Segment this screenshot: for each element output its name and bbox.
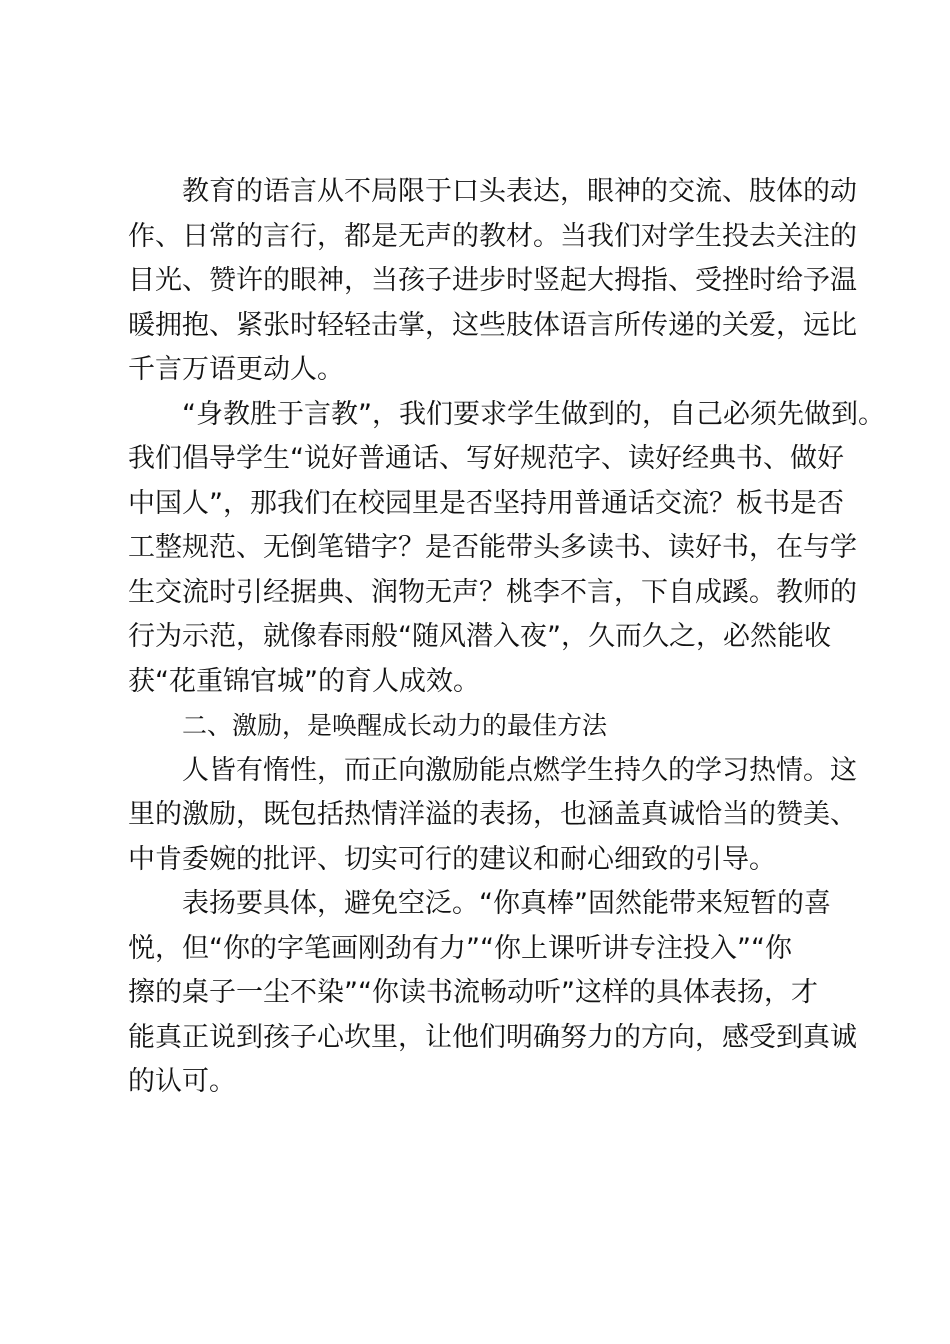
text-line: 教育的语言从不局限于口头表达，眼神的交流、肢体的动	[182, 176, 857, 207]
paragraph-body-language	[128, 170, 857, 393]
text-line: “身教胜于言教”，我们要求学生做到的，自己必须先做到。	[182, 398, 885, 430]
paragraph-specific-praise	[128, 882, 857, 1105]
text-line: 工整规范、无倒笔错字？是否能带头多读书、读好书，在与学	[128, 532, 857, 563]
section-heading-text: 二、激励，是唤醒成长动力的最佳方法	[182, 711, 608, 740]
text-line: 擦的桌子一尘不染”“你读书流畅动听”这样的具体表扬，才	[128, 977, 818, 1008]
paragraph-motivation	[128, 749, 857, 883]
section-heading	[128, 704, 840, 749]
text-line: 目光、赞许的眼神，当孩子进步时竖起大拇指、受挫时给予温	[128, 265, 857, 296]
document-body	[128, 170, 885, 1105]
text-line: 行为示范，就像春雨般“随风潜入夜”，久而久之，必然能收	[128, 621, 831, 652]
text-line: 里的激励，既包括热情洋溢的表扬，也涵盖真诚恰当的赞美、	[128, 799, 857, 830]
text-line: 中肯委婉的批评、切实可行的建议和耐心细致的引导。	[128, 843, 776, 875]
text-line: 千言万语更动人。	[128, 354, 344, 385]
text-line: 表扬要具体，避免空泛。“你真棒”固然能带来短暂的喜	[182, 888, 831, 919]
text-line: 能真正说到孩子心坎里，让他们明确努力的方向，感受到真诚	[128, 1021, 857, 1053]
text-line: 我们倡导学生“说好普通话、写好规范字、读好经典书、做好	[128, 443, 844, 474]
text-line: 获“花重锦官城”的育人成效。	[128, 665, 480, 697]
text-line: 暖拥抱、紧张时轻轻击掌，这些肢体语言所传递的关爱，远比	[128, 309, 857, 341]
text-line: 中国人”，那我们在校园里是否坚持用普通话交流？板书是否	[128, 487, 844, 519]
paragraph-lead-by-example	[128, 393, 885, 705]
text-line: 悦，但“你的字笔画刚劲有力”“你上课听讲专注投入”“你	[128, 932, 792, 964]
text-line: 的认可。	[128, 1066, 236, 1097]
text-line: 人皆有惰性，而正向激励能点燃学生持久的学习热情。这	[182, 754, 857, 786]
text-line: 生交流时引经据典、润物无声？桃李不言，下自成蹊。教师的	[128, 576, 857, 608]
text-line: 作、日常的言行，都是无声的教材。当我们对学生投去关注的	[128, 220, 857, 252]
